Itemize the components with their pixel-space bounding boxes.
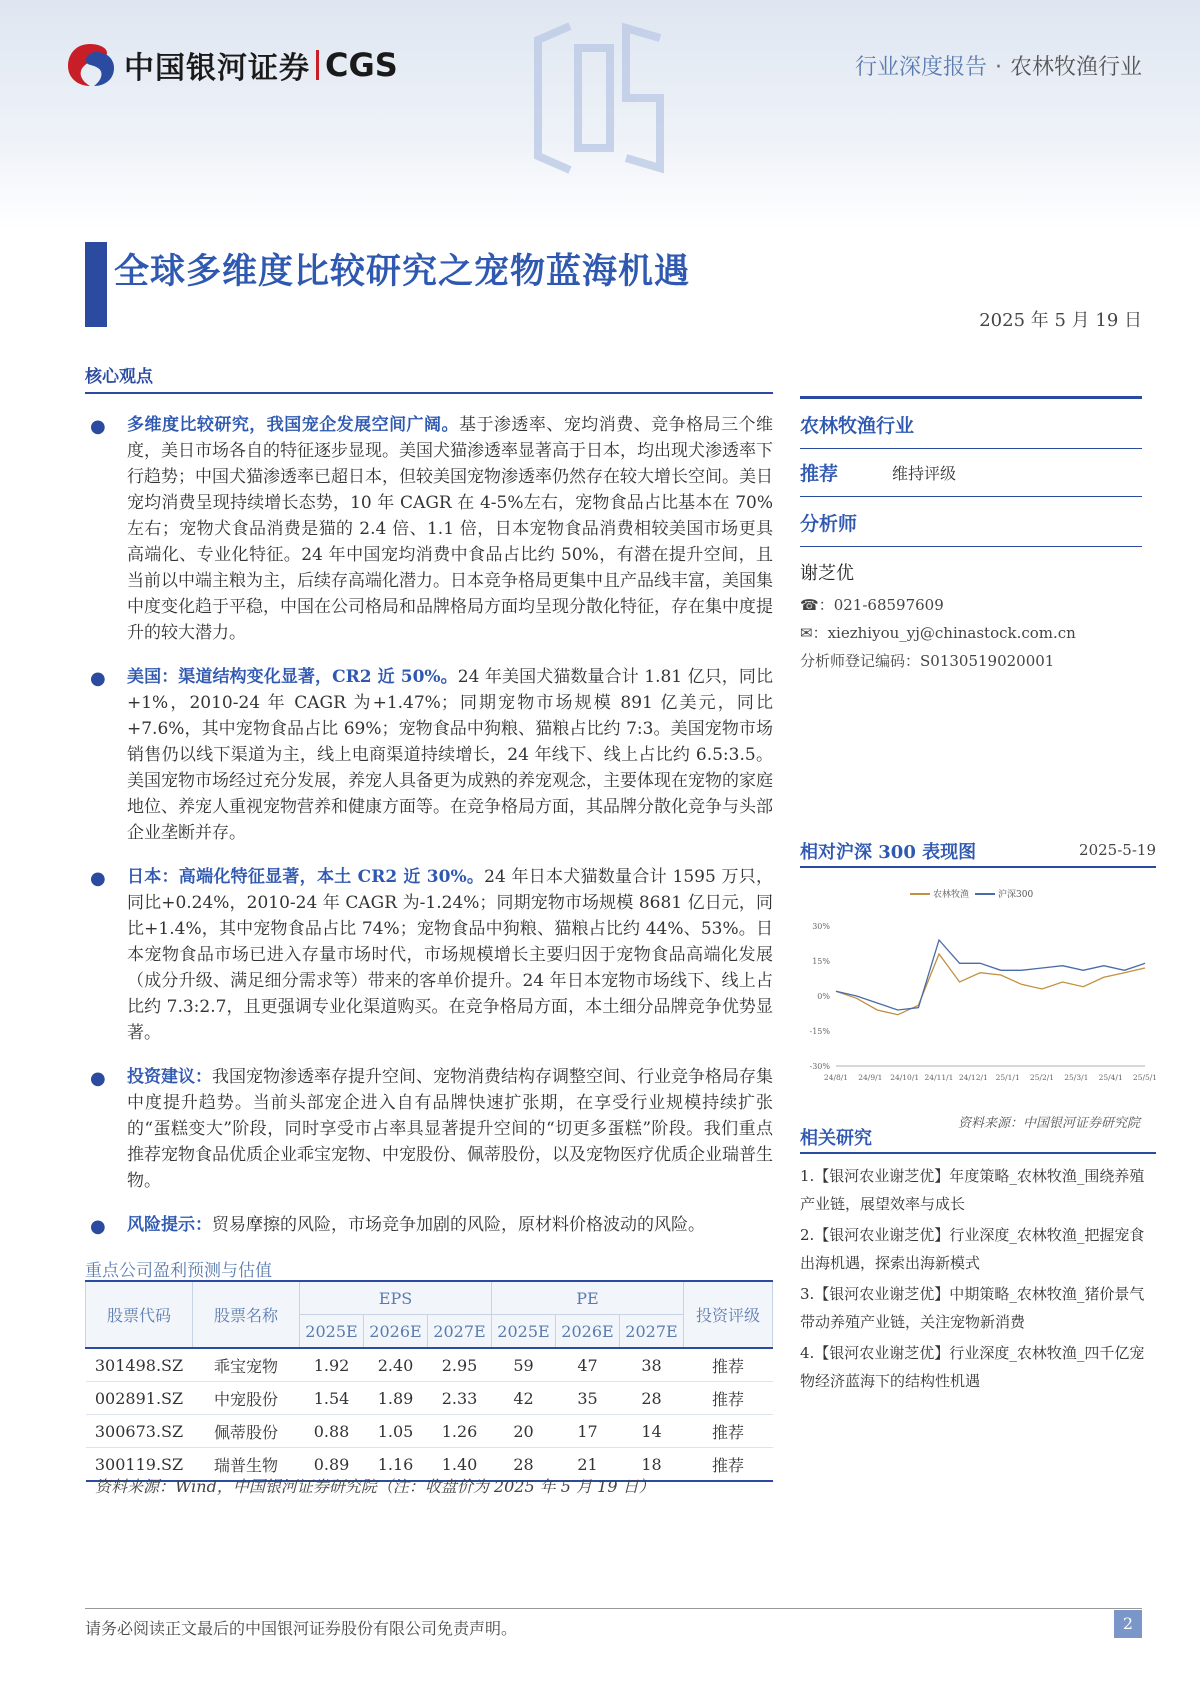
- col-header-pe: PE: [492, 1281, 684, 1315]
- legend-label-1: 沪深300: [998, 890, 1034, 900]
- related-item[interactable]: 3.【银河农业谢芝优】中期策略_农林牧渔_猪价景气带动养殖产业链，关注宠物新消费: [800, 1285, 1145, 1331]
- x-tick-label: 24/10/1: [890, 1073, 920, 1082]
- table-row: [86, 1382, 773, 1415]
- related-heading: 相关研究: [800, 1128, 872, 1149]
- related-item[interactable]: 4.【银河农业谢芝优】行业深度_农林牧渔_四千亿宠物经济蓝海下的结构性机遇: [800, 1344, 1145, 1390]
- col-header-year: 2025E: [300, 1315, 364, 1349]
- bullet-lead: 风险提示：: [127, 1215, 212, 1235]
- bullet-item: [85, 1212, 773, 1238]
- analyst-heading: 分析师: [800, 513, 858, 535]
- footer-divider: [85, 1608, 1142, 1609]
- cell: 中宠股份: [193, 1382, 300, 1415]
- cell: 1.92: [300, 1348, 364, 1382]
- cell: 301498.SZ: [86, 1348, 193, 1382]
- bullet-dot-icon: ●: [90, 868, 106, 889]
- cell: 38: [620, 1348, 684, 1382]
- sidebar-industry: 农林牧渔行业: [800, 415, 915, 437]
- rating-label: 推荐: [800, 463, 839, 485]
- x-tick-label: 25/2/1: [1029, 1073, 1055, 1082]
- chart-source: 资料来源：中国银河证券研究院: [957, 1116, 1140, 1131]
- x-tick-label: 25/3/1: [1064, 1073, 1089, 1082]
- valuation-table: [85, 1280, 773, 1482]
- email-icon: ✉: [800, 624, 813, 642]
- sidebar: [800, 396, 1142, 675]
- y-tick-label: 15%: [812, 957, 830, 966]
- x-tick-label: 24/9/1: [858, 1073, 883, 1082]
- cell: 35: [556, 1382, 620, 1415]
- bullet-lead: 日本：高端化特征显著，本土 CR2 近 30%。: [127, 867, 485, 887]
- performance-chart: [800, 876, 1156, 1110]
- cell: 42: [492, 1382, 556, 1415]
- bullet-item: [85, 1064, 773, 1194]
- cell: 002891.SZ: [86, 1382, 193, 1415]
- email-address[interactable]: xiezhiyou_yj@chinastock.com.cn: [827, 624, 1076, 642]
- report-industry: 农林牧渔行业: [1009, 55, 1142, 80]
- series-line-1: [836, 940, 1145, 1010]
- rating-row: [800, 449, 1142, 496]
- cgs-watermark: [520, 18, 680, 182]
- related-divider: [800, 1152, 1156, 1154]
- x-tick-label: 24/11/1: [924, 1073, 954, 1082]
- cell: 1.54: [300, 1382, 364, 1415]
- y-tick-label: -15%: [809, 1027, 830, 1036]
- cell: 1.89: [364, 1382, 428, 1415]
- title-accent-bar: [85, 242, 107, 327]
- bullet-item: [85, 864, 773, 1046]
- bullet-text: 24 年美国犬猫数量合计 1.81 亿只，同比+1%，2010-24 年 CAGR 为+1.47%；同期宠物市场规模 891 亿美元，同比+7.6%，其中宠物食品占比 69%；宠物食品中狗粮、猫粮占比约 7:3。美国宠物市场销售仍以线下渠道为主，线上电商渠道持续增长，24 年线下、线上占比约 6.5:3.5。美国宠物市场经过充分发展，养宠人具备更为成熟的养宠观念，主要体现在宠物的家庭地位、养宠人重视宠物营养和健康方面等。在竞争格局方面，其品牌分散化竞争与头部企业垄断并存。: [127, 667, 773, 843]
- col-header-year: 2025E: [492, 1315, 556, 1349]
- cell: 乖宝宠物: [193, 1348, 300, 1382]
- col-header-year: 2027E: [428, 1315, 492, 1349]
- cell: 300673.SZ: [86, 1415, 193, 1448]
- x-tick-label: 25/1/1: [995, 1073, 1020, 1082]
- cell: 0.88: [300, 1415, 364, 1448]
- x-tick-label: 24/12/1: [958, 1073, 988, 1082]
- core-heading: 核心观点: [85, 367, 153, 387]
- bullet-item: [85, 412, 773, 646]
- x-tick-label: 25/4/1: [1098, 1073, 1123, 1082]
- performance-chart-svg: [800, 876, 1156, 1106]
- analyst-name: 谢芝优: [800, 563, 854, 584]
- footer-disclaimer: 请务必阅读正文最后的中国银河证券股份有限公司免责声明。: [85, 1619, 518, 1638]
- legend-label-0: 农林牧渔: [933, 890, 970, 900]
- col-header-eps: EPS: [300, 1281, 492, 1315]
- cell: 推荐: [684, 1415, 773, 1448]
- table-row: [86, 1415, 773, 1448]
- col-header-code: 股票代码: [86, 1281, 193, 1348]
- col-header-year: 2026E: [364, 1315, 428, 1349]
- bullet-lead: 美国：渠道结构变化显著，CR2 近 50%。: [127, 667, 458, 687]
- related-item[interactable]: 1.【银河农业谢芝优】年度策略_农林牧渔_围绕养殖产业链，展望效率与成长: [800, 1167, 1145, 1213]
- x-tick-label: 24/8/1: [823, 1073, 849, 1082]
- related-item[interactable]: 2.【银河农业谢芝优】行业深度_农林牧渔_把握宠食出海机遇，探索出海新模式: [800, 1226, 1145, 1272]
- x-tick-label: 25/5/1: [1132, 1073, 1156, 1082]
- series-line-0: [836, 954, 1145, 1015]
- brand-name-cn: 中国银河证券: [124, 51, 310, 86]
- brand-name-en: CGS: [325, 46, 398, 84]
- analyst-contact: [800, 591, 1142, 675]
- core-bullet-list: [85, 412, 773, 1256]
- page-title: 全球多维度比较研究之宠物蓝海机遇: [114, 251, 691, 292]
- email-row: ✉：xiezhiyou_yj@chinastock.com.cn: [800, 624, 1076, 642]
- bullet-lead: 投资建议：: [127, 1067, 212, 1087]
- cell: 47: [556, 1348, 620, 1382]
- y-tick-label: 30%: [812, 922, 830, 931]
- brand-logo: [66, 42, 398, 88]
- cell: 0.89: [300, 1448, 364, 1482]
- y-tick-label: -30%: [809, 1062, 830, 1071]
- report-date: 2025 年 5 月 19 日: [979, 310, 1142, 331]
- rating-value: 维持评级: [892, 464, 957, 483]
- cell: 1.16: [364, 1448, 428, 1482]
- phone-number: 021-68597609: [833, 596, 944, 614]
- cell: 1.05: [364, 1415, 428, 1448]
- core-divider: [85, 392, 773, 394]
- col-header-rating: 投资评级: [684, 1281, 773, 1348]
- bullet-dot-icon: ●: [90, 1068, 106, 1089]
- bullet-dot-icon: ●: [90, 1216, 106, 1237]
- cell: 2.95: [428, 1348, 492, 1382]
- table-title: 重点公司盈利预测与估值: [85, 1261, 272, 1281]
- chart-divider: [800, 866, 1156, 868]
- cell: 17: [556, 1415, 620, 1448]
- col-header-year: 2026E: [556, 1315, 620, 1349]
- y-tick-label: 0%: [817, 992, 830, 1001]
- bullet-item: [85, 664, 773, 846]
- bullet-text: 基于渗透率、宠均消费、竞争格局三个维度，美日市场各自的特征逐步显现。美国犬猫渗透率显著高于日本，均出现犬渗透率下行趋势；中国犬猫渗透率已超日本，但较美国宠物渗透率仍然存在较大增长空间。美日宠均消费呈现持续增长态势，10 年 CAGR 在 4-5%左右，宠物食品占比基本在 70%左右；宠物犬食品消费是猫的 2.4 倍、1.1 倍，日本宠物食品消费相较美国市场更具高端化、专业化特征。24 年中国宠均消费中食品占比约 50%，有潜在提升空间，且当前以中端主粮为主，后续存高端化潜力。日本竞争格局更集中且产品线丰富，美国集中度变化趋于平稳，中国在公司格局和品牌格局方面均呈现分散化特征，存在集中度提升的较大潜力。: [127, 415, 774, 643]
- cell: 21: [556, 1448, 620, 1482]
- bullet-text: 我国宠物渗透率存提升空间、宠物消费结构存调整空间、行业竞争格局存集中度提升趋势。当前头部宠企进入自有品牌快速扩张期，在享受行业规模持续扩张的“蛋糕变大”阶段，同时享受市占率具显著提升空间的“切更多蛋糕”阶段。我们重点推荐宠物食品优质企业乖宝宠物、中宠股份、佩蒂股份，以及宠物医疗优质企业瑞普生物。: [127, 1067, 773, 1191]
- related-list: [800, 1162, 1150, 1398]
- table-source: 资料来源：Wind，中国银河证券研究院（注：收盘价为 2025 年 5 月 19 日）: [95, 1477, 655, 1496]
- cell: 2.40: [364, 1348, 428, 1382]
- cell: 推荐: [684, 1348, 773, 1382]
- brand-separator: [316, 50, 319, 80]
- phone-row: ☎：021-68597609: [800, 596, 944, 614]
- cell: 推荐: [684, 1382, 773, 1415]
- page-number: 2: [1114, 1610, 1142, 1638]
- cell: 佩蒂股份: [193, 1415, 300, 1448]
- cgs-logo-icon: [66, 42, 116, 88]
- cell: 2.33: [428, 1382, 492, 1415]
- cell: 28: [620, 1382, 684, 1415]
- license-row: 分析师登记编码：S0130519020001: [800, 652, 1055, 670]
- bullet-text: 贸易摩擦的风险，市场竞争加剧的风险，原材料价格波动的风险。: [212, 1215, 705, 1235]
- bullet-lead: 多维度比较研究，我国宠企发展空间广阔。: [127, 415, 459, 435]
- phone-icon: ☎: [800, 596, 819, 614]
- report-type-label: 行业深度报告: [854, 55, 987, 80]
- cell: 1.40: [428, 1448, 492, 1482]
- bullet-dot-icon: ●: [90, 416, 106, 437]
- bullet-dot-icon: ●: [90, 668, 106, 689]
- report-type-dot: ·: [994, 55, 1002, 80]
- report-type: [855, 50, 1142, 81]
- chart-header: [800, 838, 1156, 864]
- cell: 瑞普生物: [193, 1448, 300, 1482]
- cell: 18: [620, 1448, 684, 1482]
- col-header-year: 2027E: [620, 1315, 684, 1349]
- col-header-name: 股票名称: [193, 1281, 300, 1348]
- cell: 59: [492, 1348, 556, 1382]
- cell: 28: [492, 1448, 556, 1482]
- cell: 20: [492, 1415, 556, 1448]
- cell: 1.26: [428, 1415, 492, 1448]
- bullet-text: 24 年日本犬猫数量合计 1595 万只，同比+0.24%，2010-24 年 CAGR 为-1.24%；同期宠物市场规模 8681 亿日元，同比+1.4%，其中宠物食品占比 74%；宠物食品中狗粮、猫粮占比约 44%、53%。日本宠物食品市场已进入存量市场时代，市场规模增长主要归因于宠物食品高端化发展（成分升级、满足细分需求等）带来的客单价提升。24 年日本宠物市场线下、线上占比约 7.3:2.7，且更强调专业化渠道购买。在竞争格局方面，本土细分品牌竞争优势显著。: [127, 867, 773, 1043]
- table-row: [86, 1348, 773, 1382]
- chart-date: 2025-5-19: [1079, 841, 1156, 859]
- cell: 推荐: [684, 1448, 773, 1482]
- cell: 14: [620, 1415, 684, 1448]
- chart-title: 相对沪深 300 表现图: [800, 842, 977, 863]
- cell: 300119.SZ: [86, 1448, 193, 1482]
